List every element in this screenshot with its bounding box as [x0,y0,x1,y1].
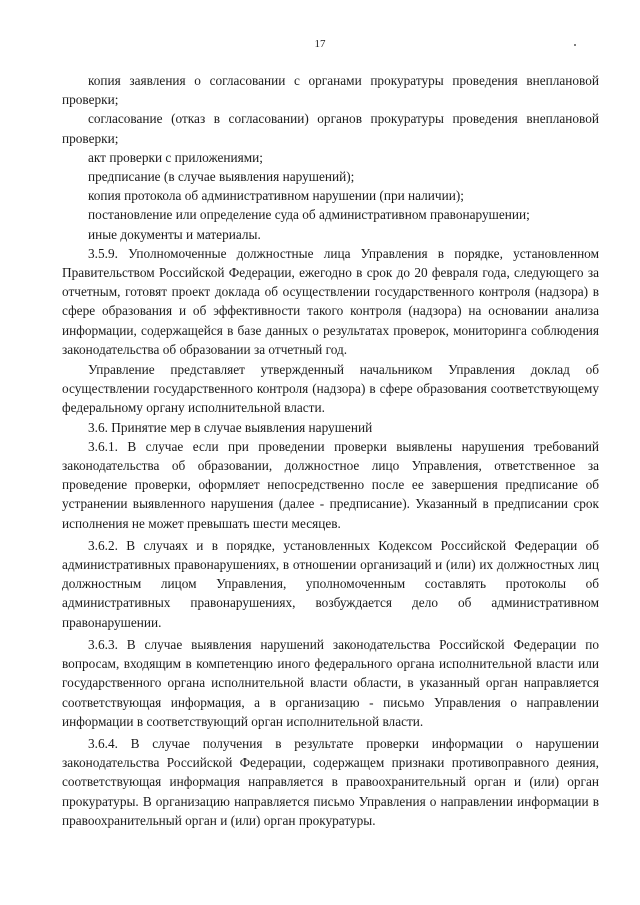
scan-artifact-dot [574,44,576,46]
document-body [62,71,599,830]
paragraph-prescription: предписание (в случае выявления нарушений); [88,169,355,185]
section-heading-3-6: 3.6. Принятие мер в случае выявления нарушений [88,419,373,435]
paragraph-3-6-2: 3.6.2. В случаях и в порядке, установленных Кодексом Российской Федерации об административных правонарушениях, в отношении организаций и (или) их должностных лиц должностным лицом Управления, уполномоченным составлять протоколы об административных правонарушениях, возбуждается дело об административном правонарушении. [62,537,599,630]
paragraph-protocol-copy: копия протокола об административном нарушении (при наличии); [88,188,464,204]
paragraph-inspection-act: акт проверки с приложениями; [88,149,263,165]
paragraph-court-decision: постановление или определение суда об административном правонарушении; [88,207,530,223]
paragraph-annual-report: Управление представляет утвержденный начальником Управления доклад об осуществлении государственного контроля (надзора) в сфере образования соответствующему федеральному органу исполнительной власти. [62,362,599,416]
paragraph-3-5-9: 3.5.9. Уполномоченные должностные лица Управления в порядке, установленном Правительством Российской Федерации, ежегодно в срок до 20 февраля года, следующего за отчетным, готовят проект доклада об осуществлении государственного контроля (надзора) в сфере образования и об эффективности такого контроля (надзора) на основании анализа информации, содержащейся в базе данных о результатах проверок, мониторинга соблюдения законодательства об образовании за отчетный год. [62,245,599,357]
paragraph-3-6-1: 3.6.1. В случае если при проведении проверки выявлены нарушения требований законодательства об образовании, должностное лицо Управления, ответственное за проведение проверки, оформляет непосредственно после ее завершения предписание об устранении выявленного нарушения (далее - предписание). Указанный в предписании срок исполнения не может превышать шести месяцев. [62,438,599,531]
paragraph-prosecutor-approval: согласование (отказ в согласовании) органов прокуратуры проведения внеплановой проверки; [62,111,599,146]
paragraph-prosecutor-application-copy: копия заявления о согласовании с органами прокуратуры проведения внеплановой проверки; [62,73,599,108]
paragraph-3-6-3: 3.6.3. В случае выявления нарушений законодательства Российской Федерации по вопросам, входящим в компетенцию иного федерального органа исполнительной власти или государственного органа исполнительной власти области, в указанный орган направляется соответствующая информация, а в организацию - письмо Управления о направлении информации в соответствующий орган исполнительной власти. [62,636,599,729]
paragraph-other-documents: иные документы и материалы. [88,226,261,242]
page-number: 17 [314,38,326,50]
paragraph-3-6-4: 3.6.4. В случае получения в результате проверки информации о нарушении законодательства Российской Федерации, содержащем признаки противоправного деяния, соответствующая информация направляется в правоохранительный орган и (или) орган прокуратуры. В организацию направляется письмо Управления о направлении информации в правоохранительный орган и (или) орган прокуратуры. [62,735,599,828]
